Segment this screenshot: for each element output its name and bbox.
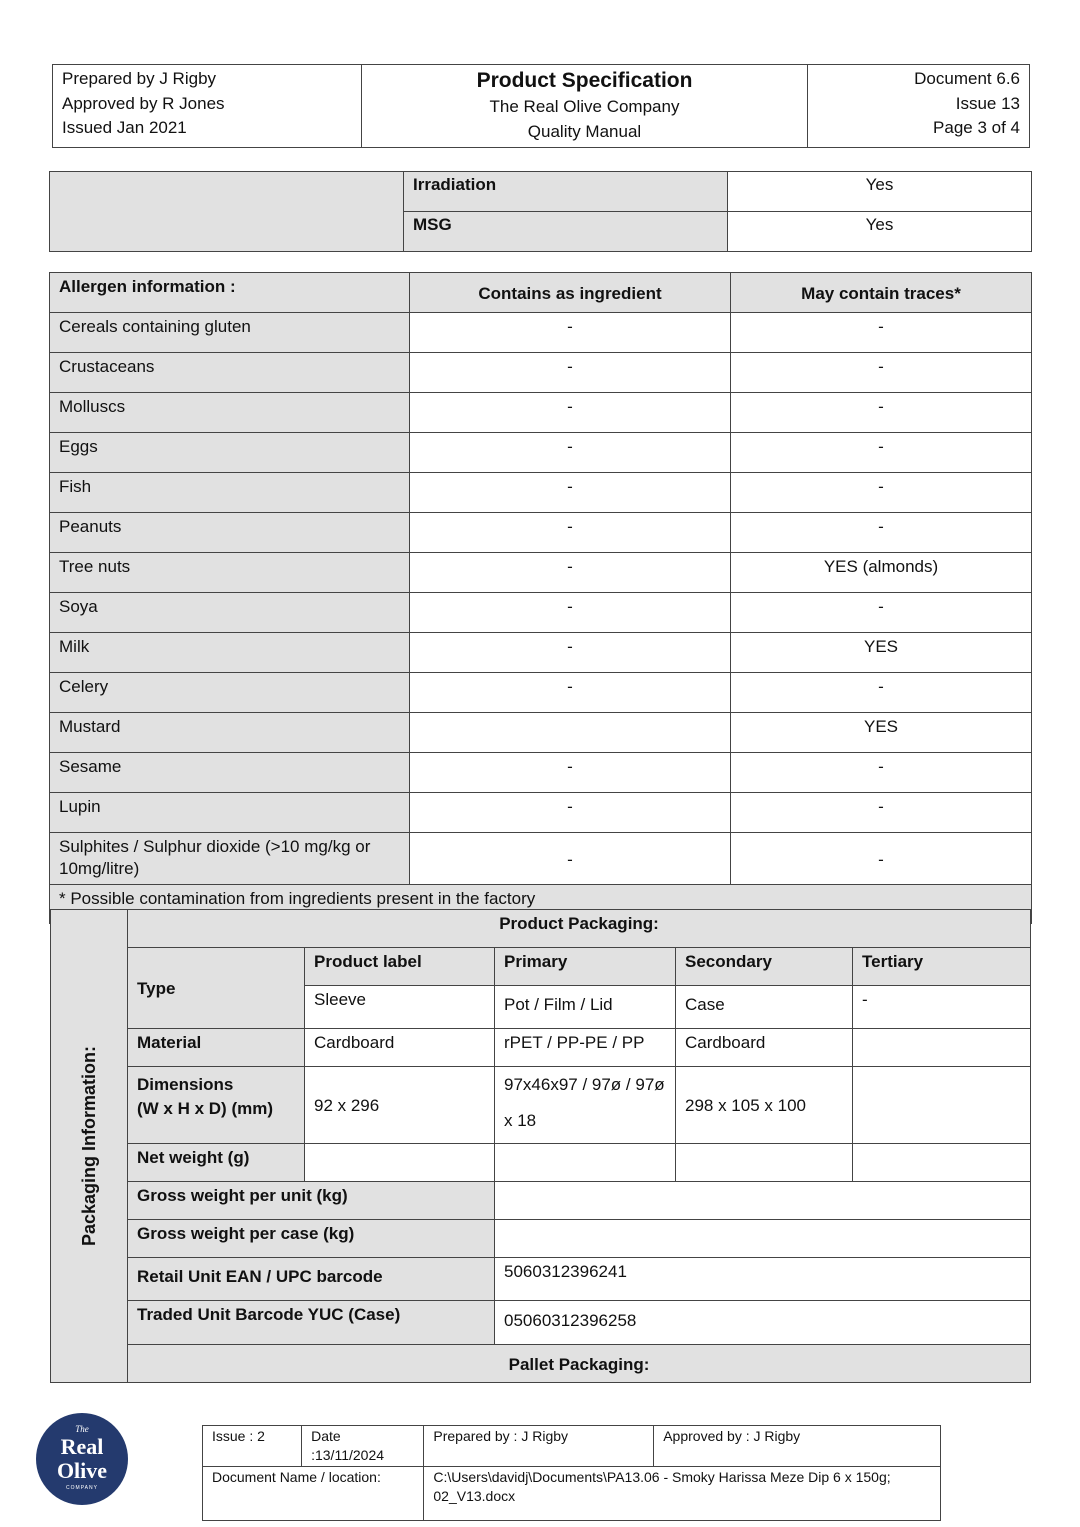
pallet-row: [51, 1345, 1031, 1383]
contains-value: -: [410, 793, 731, 833]
net-weight-label: Net weight (g): [128, 1144, 305, 1182]
gross-unit-value: [495, 1182, 1031, 1220]
footer-doc-path: [424, 1467, 941, 1521]
table-row: [50, 593, 1032, 633]
contains-value: -: [410, 553, 731, 593]
contains-value: -: [410, 393, 731, 433]
dimensions-primary: [495, 1067, 676, 1144]
company-name: The Real Olive Company: [489, 97, 680, 116]
net-weight-primary: [495, 1144, 676, 1182]
yuc-label: Traded Unit Barcode YUC (Case): [128, 1301, 495, 1345]
type-primary: Pot / Film / Lid: [495, 986, 676, 1029]
issued-date: Issued Jan 2021: [62, 118, 187, 137]
traces-value: -: [731, 353, 1032, 393]
traces-value: -: [731, 753, 1032, 793]
dimensions-row: [51, 1067, 1031, 1144]
table-row: [50, 172, 1032, 212]
packaging-header-row: [51, 948, 1031, 986]
footer-row-1: [203, 1426, 941, 1467]
msg-label: MSG: [404, 212, 728, 252]
page-number: Page 3 of 4: [933, 118, 1020, 137]
msg-value: Yes: [728, 212, 1032, 252]
prepared-by: Prepared by J Rigby: [62, 69, 217, 88]
contains-value: -: [410, 593, 731, 633]
table-row: [50, 753, 1032, 793]
real-olive-logo: [36, 1413, 128, 1505]
ean-label: Retail Unit EAN / UPC barcode: [128, 1258, 495, 1301]
col-product-label: Product label: [305, 948, 495, 986]
logo-line2: Olive: [56, 1458, 108, 1483]
traces-value: YES (almonds): [731, 553, 1032, 593]
footer-date: Date :13/11/2024: [302, 1426, 424, 1467]
contains-value: -: [410, 633, 731, 673]
allergen-header-row: [50, 273, 1032, 313]
col-contains-header: Contains as ingredient: [410, 273, 731, 313]
material-tertiary: [853, 1029, 1031, 1067]
allergen-name: Peanuts: [50, 513, 410, 553]
dimensions-primary-line2: x 18: [504, 1111, 537, 1130]
table-row: [50, 713, 1032, 753]
type-product-label: Sleeve: [305, 986, 495, 1029]
traces-value: -: [731, 793, 1032, 833]
pallet-packaging-title: Pallet Packaging:: [128, 1345, 1031, 1383]
dimensions-label-line1: Dimensions: [137, 1075, 234, 1094]
traces-value: -: [731, 393, 1032, 433]
gross-unit-label: Gross weight per unit (kg): [128, 1182, 495, 1220]
traces-value: -: [731, 433, 1032, 473]
net-weight-tertiary: [853, 1144, 1031, 1182]
dimensions-primary-line1: 97x46x97 / 97ø / 97ø: [504, 1075, 665, 1094]
table-row: [50, 473, 1032, 513]
traces-value: YES: [731, 713, 1032, 753]
logo-line3: COMPANY: [66, 1485, 98, 1491]
contains-value: -: [410, 513, 731, 553]
type-secondary: Case: [676, 986, 853, 1029]
header-authors: [53, 65, 362, 148]
table-row: [50, 833, 1032, 885]
irradiation-table: [49, 171, 1032, 252]
net-weight-row: [51, 1144, 1031, 1182]
col-traces-header: May contain traces*: [731, 273, 1032, 313]
col-tertiary: Tertiary: [853, 948, 1031, 986]
dimensions-tertiary: [853, 1067, 1031, 1144]
dimensions-label: [128, 1067, 305, 1144]
document-number: Document 6.6: [914, 69, 1020, 88]
packaging-table: [50, 909, 1031, 1383]
product-packaging-title: Product Packaging:: [128, 910, 1031, 948]
yuc-row: [51, 1301, 1031, 1345]
contains-value: -: [410, 753, 731, 793]
dimensions-product-label: 92 x 296: [305, 1067, 495, 1144]
table-row: [50, 553, 1032, 593]
traces-value: -: [731, 473, 1032, 513]
contains-value: -: [410, 673, 731, 713]
ean-row: [51, 1258, 1031, 1301]
allergen-name: Sulphites / Sulphur dioxide (>10 mg/kg or 10mg/litre): [50, 833, 410, 885]
ean-value: 5060312396241: [495, 1258, 1031, 1301]
allergen-name: Soya: [50, 593, 410, 633]
net-weight-secondary: [676, 1144, 853, 1182]
traces-value: -: [731, 673, 1032, 713]
allergen-table: [49, 272, 1032, 924]
logo-line1: Real: [60, 1434, 104, 1459]
packaging-side-text: Packaging Information:: [79, 1045, 99, 1247]
allergen-name: Eggs: [50, 433, 410, 473]
gross-case-value: [495, 1220, 1031, 1258]
allergen-name: Crustaceans: [50, 353, 410, 393]
header-doc-info: [808, 65, 1030, 148]
material-product-label: Cardboard: [305, 1029, 495, 1067]
type-tertiary: -: [853, 986, 1031, 1029]
allergen-name: Lupin: [50, 793, 410, 833]
allergen-name: Celery: [50, 673, 410, 713]
footer-row-2: [203, 1467, 941, 1521]
net-weight-product-label: [305, 1144, 495, 1182]
logo-small-text: The: [75, 1424, 89, 1434]
contains-value: -: [410, 833, 731, 885]
document-footer: [202, 1425, 941, 1521]
traces-value: -: [731, 513, 1032, 553]
table-row: [50, 793, 1032, 833]
table-row: [50, 513, 1032, 553]
blank-cell: [50, 172, 404, 252]
footer-doc-name-label: Document Name / location:: [203, 1467, 424, 1521]
footer-doc-path-line2: 02_V13.docx: [433, 1488, 516, 1504]
dimensions-label-line2: (W x H x D) (mm): [137, 1099, 273, 1118]
col-secondary: Secondary: [676, 948, 853, 986]
allergen-footnote: * Possible contamination from ingredients present in the factory: [50, 885, 1032, 924]
packaging-title-row: [51, 910, 1031, 948]
table-row: [50, 393, 1032, 433]
traces-value: YES: [731, 633, 1032, 673]
allergen-name: Molluscs: [50, 393, 410, 433]
gross-case-row: [51, 1220, 1031, 1258]
yuc-value: 05060312396258: [495, 1301, 1031, 1345]
dimensions-secondary: 298 x 105 x 100: [676, 1067, 853, 1144]
contains-value: -: [410, 433, 731, 473]
irradiation-label: Irradiation: [404, 172, 728, 212]
table-row: [50, 353, 1032, 393]
allergen-name: Cereals containing gluten: [50, 313, 410, 353]
material-secondary: Cardboard: [676, 1029, 853, 1067]
contains-value: -: [410, 313, 731, 353]
allergen-name: Mustard: [50, 713, 410, 753]
traces-value: -: [731, 833, 1032, 885]
allergen-heading: Allergen information :: [50, 273, 410, 313]
traces-value: -: [731, 313, 1032, 353]
col-primary: Primary: [495, 948, 676, 986]
type-label: Type: [128, 948, 305, 1029]
contains-value: -: [410, 473, 731, 513]
irradiation-value: Yes: [728, 172, 1032, 212]
manual-name: Quality Manual: [527, 121, 642, 141]
gross-unit-row: [51, 1182, 1031, 1220]
table-row: [50, 433, 1032, 473]
allergen-name: Tree nuts: [50, 553, 410, 593]
document-header: [52, 64, 1030, 148]
table-row: [50, 633, 1032, 673]
allergen-name: Sesame: [50, 753, 410, 793]
material-primary: rPET / PP-PE / PP: [495, 1029, 676, 1067]
document-title: Product Specification: [476, 69, 693, 92]
header-title-cell: [362, 65, 808, 148]
material-row: [51, 1029, 1031, 1067]
footer-doc-path-line1: C:\Users\davidj\Documents\PA13.06 - Smoky Harissa Meze Dip 6 x 150g;: [433, 1469, 891, 1485]
allergen-name: Milk: [50, 633, 410, 673]
traces-value: -: [731, 593, 1032, 633]
footer-approved: Approved by : J Rigby: [654, 1426, 941, 1467]
allergen-name: Fish: [50, 473, 410, 513]
issue-number: Issue 13: [955, 93, 1020, 113]
contains-value: [410, 713, 731, 753]
approved-by: Approved by R Jones: [62, 93, 225, 113]
footer-issue: Issue : 2: [203, 1426, 302, 1467]
gross-case-label: Gross weight per case (kg): [128, 1220, 495, 1258]
material-label: Material: [128, 1029, 305, 1067]
packaging-side-label: [51, 910, 128, 1383]
contains-value: -: [410, 353, 731, 393]
table-row: [50, 673, 1032, 713]
table-row: [50, 313, 1032, 353]
footer-prepared: Prepared by : J Rigby: [424, 1426, 654, 1467]
